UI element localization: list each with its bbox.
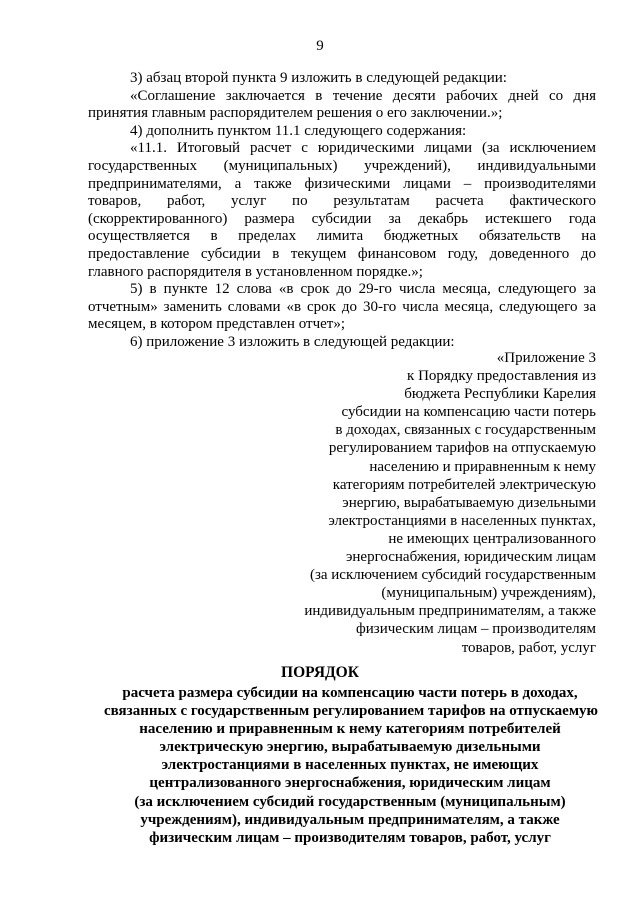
appendix-header [256,349,596,657]
amendment-paragraph: 6) приложение 3 изложить в следующей редакции: [130,333,455,350]
subtitle-line: физическим лицам – производителям товаров, работ, услуг [149,829,551,846]
appendix-line: индивидуальным предпринимателям, а также [304,603,596,620]
amendment-paragraph: «Соглашение заключается в течение десяти рабочих дней со дня принятия главным распорядителем решения о его заключении.»; [88,87,596,122]
appendix-line: регулированием тарифов на отпускаемую [328,440,596,457]
appendix-line: энергию, вырабатываемую дизельными [342,494,596,511]
subtitle-line: населению и приравненным к нему категориям потребителей [139,721,561,738]
appendix-line: «Приложение 3 [496,350,596,366]
document-title: ПОРЯДОК [281,664,359,681]
appendix-line: не имеющих централизованного [388,530,596,547]
appendix-line: населению и приравненным к нему [369,458,596,475]
amendment-text [88,70,596,352]
subtitle-line: (за исключением субсидий государственным (муниципальным) [134,793,566,810]
amendment-paragraph: 5) в пункте 12 слова «в срок до 29-го числа месяца, следующего за отчетным» заменить словами «в срок до 30-го числа месяца, следующего за месяцем, в котором представлен отчет»; [88,281,596,333]
appendix-line: в доходах, связанных с государственным [335,422,596,439]
document-subtitle [104,684,599,847]
appendix-line: категориям потребителей электрическую [332,476,596,493]
subtitle-line: расчета размера субсидии на компенсацию части потерь в доходах, [122,685,578,701]
subtitle-line: электрическую энергию, вырабатываемую дизельными [159,739,541,756]
appendix-line: (за исключением субсидий государственным [309,567,596,584]
appendix-line: к Порядку предоставления из [407,368,596,385]
appendix-line: электростанциями в населенных пунктах, [328,512,596,529]
appendix-line: бюджета Республики Карелия [404,386,596,403]
page-number: 9 [316,38,324,54]
amendment-paragraph: 3) абзац второй пункта 9 изложить в следующей редакции: [130,70,507,86]
subtitle-line: учреждениям), индивидуальным предпринимателям, а также [140,811,560,828]
appendix-line: энергоснабжения, юридическим лицам [345,549,596,566]
appendix-line: субсидии на компенсацию части потерь [341,404,596,421]
subtitle-line: электростанциями в населенных пунктах, не имеющих [161,757,539,774]
appendix-line: (муниципальным) учреждениям), [381,585,596,602]
appendix-line: товаров, работ, услуг [461,639,596,656]
amendment-paragraph: «11.1. Итоговый расчет с юридическими лицами (за исключением государственных (муниципальных) учреждений), индивидуальными предпринимателями, а также физическими лицами – производителями товаров, работ, услуг по результатам расчета фактического (скорректированного) размера субсидии за декабрь истекшего года осуществляется в пределах лимита бюджетных обязательств на предоставление субсидии в текущем финансовом году, доведенного до главного распорядителя в установленном порядке.»; [88,140,596,280]
amendment-paragraph: 4) дополнить пунктом 11.1 следующего содержания: [130,122,467,139]
appendix-line: физическим лицам – производителям [356,621,596,638]
subtitle-line: централизованного энергоснабжения, юридическим лицам [149,775,551,792]
subtitle-line: связанных с государственным регулированием тарифов на отпускаемую [104,703,599,720]
